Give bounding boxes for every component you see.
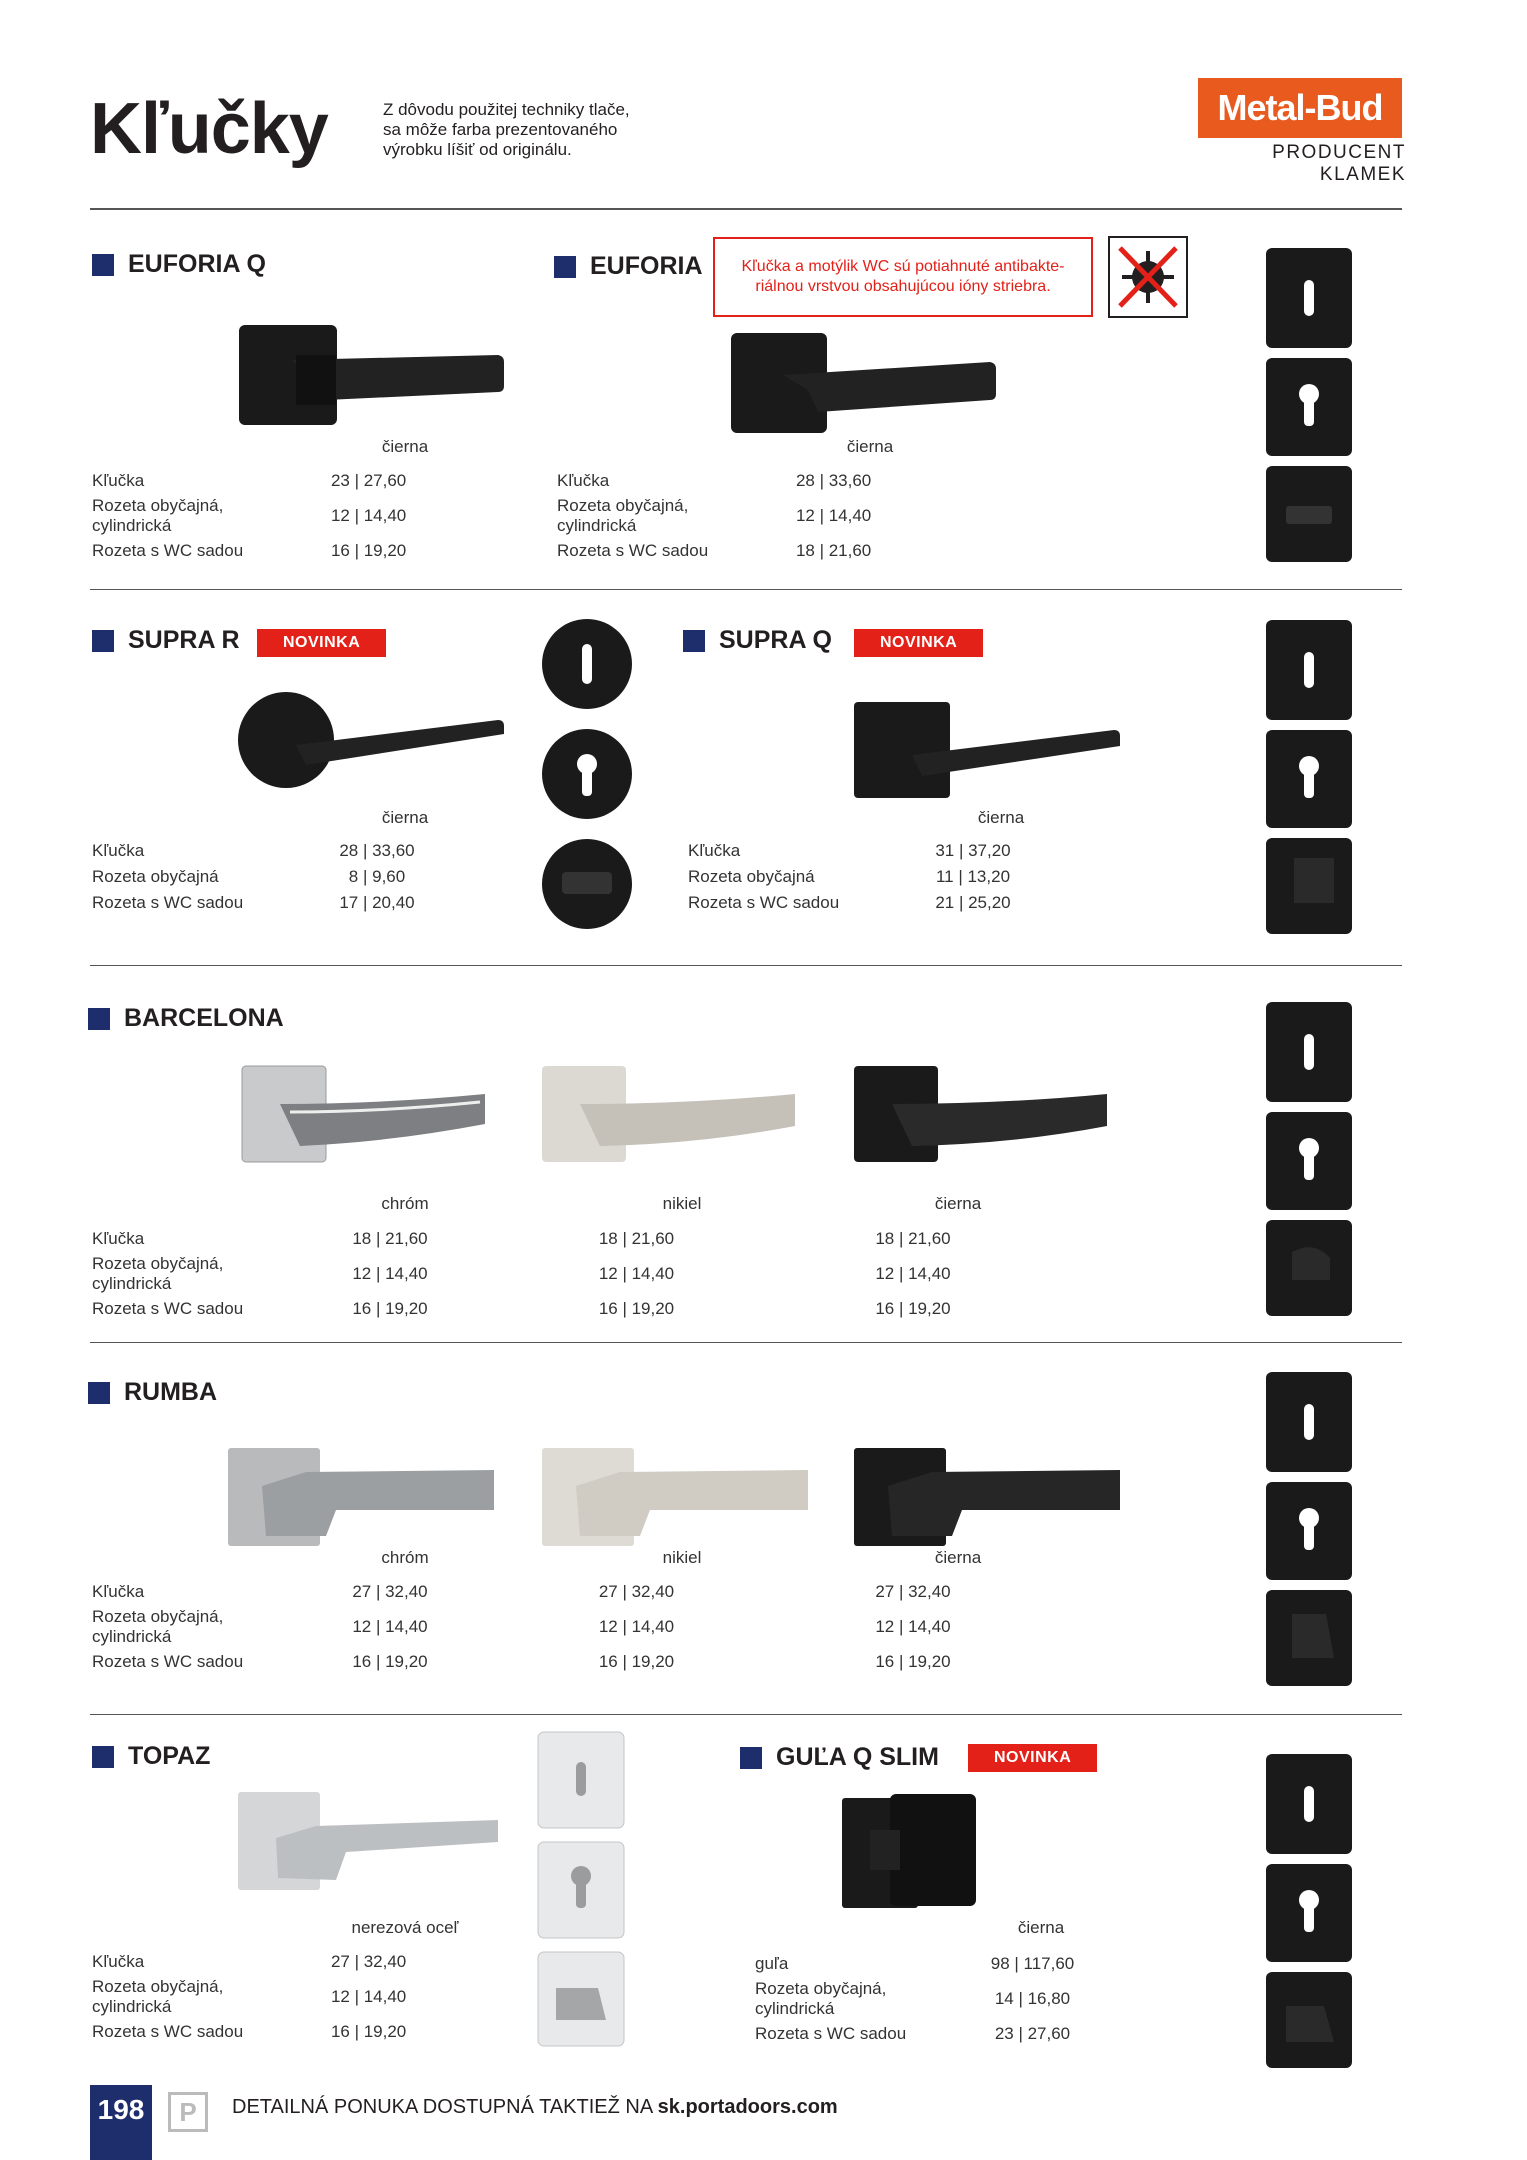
badge-new: NOVINKA <box>257 629 386 657</box>
price-value: 12 | 14,40 <box>598 1264 675 1283</box>
bullet-square-icon <box>92 254 114 276</box>
row-label: Rozeta s WC sadou <box>92 1652 244 1671</box>
rosette-set-supra-q <box>1264 618 1354 936</box>
price-value: 27 | 32,40 <box>875 1582 951 1601</box>
color-heading: chróm <box>381 1194 429 1213</box>
divider <box>90 589 1402 590</box>
row-label: Rozeta obyčajná, cylindrická <box>92 496 224 535</box>
handle-image-supra-q <box>852 700 1122 800</box>
price-value: 12 | 14,40 <box>598 1617 675 1636</box>
row-label: Kľučka <box>92 1229 145 1248</box>
handle-image-euforia-q <box>236 320 506 430</box>
color-heading: čierna <box>846 437 894 456</box>
section-title-supra-q: SUPRA Q <box>683 626 832 655</box>
handle-image-rumba-black <box>852 1446 1124 1548</box>
divider <box>90 1714 1402 1715</box>
row-label: Kľučka <box>688 841 741 860</box>
price-value: 12 | 14,40 <box>330 506 407 525</box>
knob-image-gula-q-slim <box>840 1790 980 1920</box>
row-label: Rozeta obyčajná, cylindrická <box>755 1979 887 2018</box>
price-value: 12 | 14,40 <box>875 1264 951 1283</box>
price-value: 23 | 27,60 <box>330 471 407 490</box>
price-value: 12 | 14,40 <box>330 1987 407 2006</box>
porta-logo-icon: P <box>168 2092 208 2132</box>
section-title-euforia: EUFORIA <box>554 252 703 281</box>
price-value: 18 | 21,60 <box>795 541 872 560</box>
footer-note: DETAILNÁ PONUKA DOSTUPNÁ TAKTIEŽ NA sk.portadoors.com <box>232 2096 838 2118</box>
row-label: Rozeta obyčajná <box>688 867 815 886</box>
price-value: 8 | 9,60 <box>348 867 406 886</box>
price-value: 16 | 19,20 <box>330 2022 407 2041</box>
badge-new: NOVINKA <box>968 1744 1097 1772</box>
row-label: Kľučka <box>557 471 610 490</box>
row-label: Rozeta s WC sadou <box>688 893 840 912</box>
price-value: 98 | 117,60 <box>990 1954 1075 1973</box>
price-value: 16 | 19,20 <box>352 1299 428 1318</box>
footer-url[interactable]: sk.portadoors.com <box>657 2096 838 2118</box>
bullet-square-icon <box>92 630 114 652</box>
section-title-topaz: TOPAZ <box>92 1742 210 1771</box>
price-value: 11 | 13,20 <box>935 867 1011 886</box>
badge-new: NOVINKA <box>854 629 983 657</box>
price-value: 14 | 16,80 <box>994 1989 1071 2008</box>
section-title-rumba: RUMBA <box>88 1378 217 1407</box>
price-value: 27 | 32,40 <box>352 1582 428 1601</box>
row-label: Rozeta s WC sadou <box>92 893 244 912</box>
price-value: 12 | 14,40 <box>352 1617 428 1636</box>
price-table-barcelona <box>92 1224 1051 1324</box>
price-table-topaz <box>92 1947 442 2047</box>
row-label: Kľučka <box>92 471 145 490</box>
bullet-square-icon <box>740 1747 762 1769</box>
price-value: 12 | 14,40 <box>875 1617 951 1636</box>
row-label: Rozeta s WC sadou <box>92 1299 244 1318</box>
bullet-square-icon <box>683 630 705 652</box>
row-label: Rozeta s WC sadou <box>92 541 244 560</box>
price-table-gula-q-slim <box>755 1949 1125 2049</box>
rosette-set-barcelona <box>1264 1000 1354 1318</box>
row-label: Rozeta s WC sadou <box>557 541 709 560</box>
color-heading: nikiel <box>662 1194 702 1213</box>
price-value: 18 | 21,60 <box>352 1229 428 1248</box>
price-value: 18 | 21,60 <box>875 1229 951 1248</box>
price-value: 21 | 25,20 <box>935 893 1011 912</box>
page-title: Kľučky <box>90 89 328 169</box>
color-heading: čierna <box>934 1194 982 1213</box>
handle-image-barcelona-chrome <box>240 1064 490 1166</box>
brand-subtitle: PRODUCENT KLAMEK <box>1272 142 1406 185</box>
antibacterial-notice: Kľučka a motýlik WC sú potiahnuté antibakte-riálnou vrstvou obsahujúcou ióny striebra. <box>713 237 1093 317</box>
rosette-set-topaz <box>536 1730 626 2048</box>
divider <box>90 965 1402 966</box>
antibacterial-icon <box>1108 236 1188 318</box>
section-title-euforia-q: EUFORIA Q <box>92 250 266 279</box>
bullet-square-icon <box>92 1746 114 1768</box>
row-label: Kľučka <box>92 841 145 860</box>
price-value: 16 | 19,20 <box>598 1652 675 1671</box>
divider <box>90 1342 1402 1343</box>
price-value: 31 | 37,20 <box>935 841 1011 860</box>
rosette-set-gula-q-slim <box>1264 1752 1354 2070</box>
price-value: 12 | 14,40 <box>795 506 872 525</box>
row-label: Kľučka <box>92 1582 145 1601</box>
price-value: 27 | 32,40 <box>330 1952 407 1971</box>
price-value: 17 | 20,40 <box>339 893 415 912</box>
bullet-square-icon <box>554 256 576 278</box>
color-heading: chróm <box>381 1548 429 1567</box>
row-label: guľa <box>755 1954 789 1973</box>
price-value: 16 | 19,20 <box>598 1299 675 1318</box>
rosette-set-rumba <box>1264 1370 1354 1688</box>
row-label: Kľučka <box>92 1952 145 1971</box>
print-note: Z dôvodu použitej techniky tlače, sa môže farba prezentovaného výrobku líšiť od originálu. <box>383 100 630 159</box>
handle-image-rumba-nickel <box>540 1446 812 1548</box>
price-value: 27 | 32,40 <box>598 1582 675 1601</box>
page-number: 198 <box>90 2085 152 2160</box>
price-value: 12 | 14,40 <box>352 1264 428 1283</box>
handle-image-barcelona-nickel <box>540 1064 800 1166</box>
color-heading: čierna <box>934 1548 982 1567</box>
color-heading: nikiel <box>662 1548 702 1567</box>
divider <box>90 208 1402 210</box>
handle-image-topaz <box>236 1790 506 1894</box>
price-table-euforia-q <box>92 466 442 566</box>
brand-logo: Metal-Bud <box>1198 78 1402 138</box>
bullet-square-icon <box>88 1382 110 1404</box>
price-value: 18 | 21,60 <box>598 1229 675 1248</box>
price-table-rumba <box>92 1577 1051 1677</box>
section-title-gula-q-slim: GUĽA Q SLIM <box>740 1743 939 1772</box>
price-value: 16 | 19,20 <box>875 1652 951 1671</box>
bullet-square-icon <box>88 1008 110 1030</box>
row-label: Rozeta s WC sadou <box>92 2022 244 2041</box>
price-value: 16 | 19,20 <box>330 541 407 560</box>
color-heading: čierna <box>381 437 429 456</box>
price-table-supra-q <box>688 838 1038 916</box>
handle-image-barcelona-black <box>852 1064 1112 1166</box>
price-table-supra-r <box>92 838 442 916</box>
price-value: 16 | 19,20 <box>875 1299 951 1318</box>
section-title-barcelona: BARCELONA <box>88 1004 284 1033</box>
price-table-euforia <box>557 466 907 566</box>
handle-image-supra-r <box>236 690 506 790</box>
rosette-set-supra-r <box>542 614 632 934</box>
price-value: 16 | 19,20 <box>352 1652 428 1671</box>
row-label: Rozeta obyčajná, cylindrická <box>92 1977 224 2016</box>
color-heading: čierna <box>1017 1918 1065 1937</box>
price-value: 28 | 33,60 <box>795 471 872 490</box>
color-heading: čierna <box>381 808 429 827</box>
row-label: Rozeta obyčajná, cylindrická <box>92 1254 224 1293</box>
handle-image-rumba-chrome <box>226 1446 498 1548</box>
rosette-set-euforia <box>1264 246 1354 564</box>
color-heading: čierna <box>977 808 1025 827</box>
section-title-supra-r: SUPRA R <box>92 626 240 655</box>
row-label: Rozeta obyčajná, cylindrická <box>557 496 689 535</box>
handle-image-euforia <box>728 330 998 438</box>
row-label: Rozeta obyčajná <box>92 867 219 886</box>
row-label: Rozeta s WC sadou <box>755 2024 907 2043</box>
row-label: Rozeta obyčajná, cylindrická <box>92 1607 224 1646</box>
color-heading: nerezová oceľ <box>351 1918 459 1937</box>
price-value: 28 | 33,60 <box>339 841 415 860</box>
price-value: 23 | 27,60 <box>994 2024 1071 2043</box>
